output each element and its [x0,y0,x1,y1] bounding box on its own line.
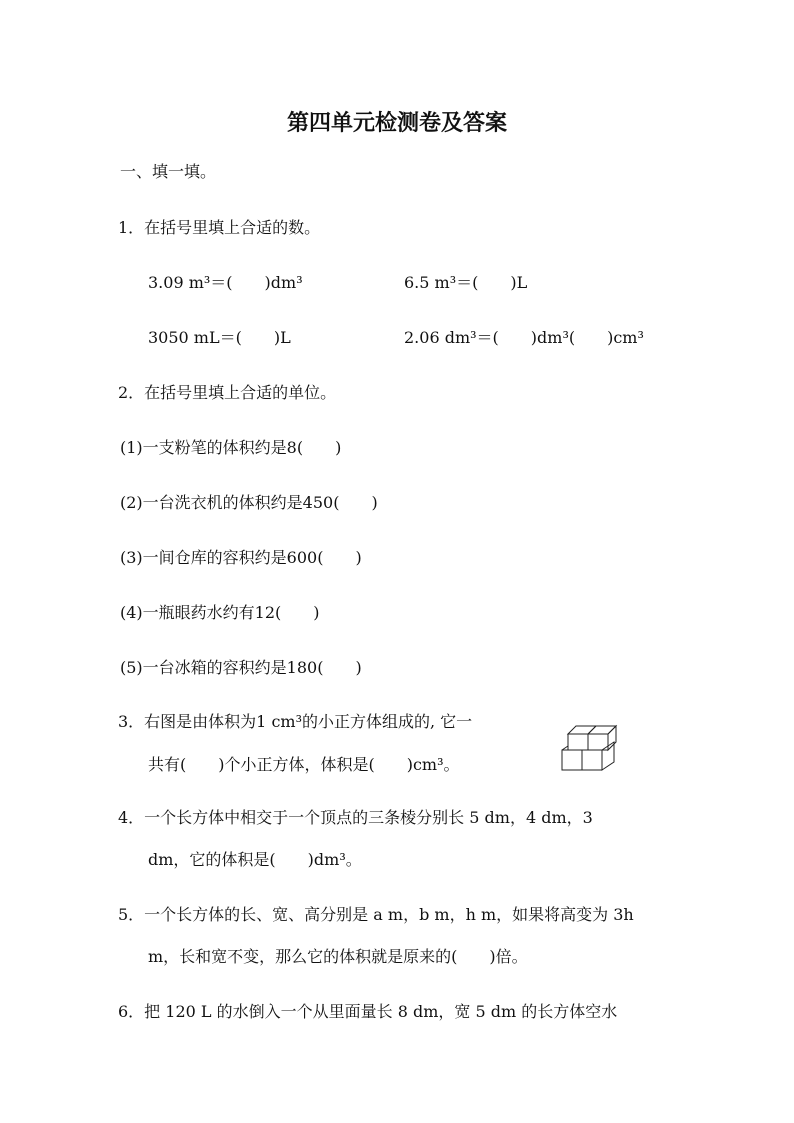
question-4-line-2: dm，它的体积是( )dm³。 [148,850,362,869]
q1-item-c: 3050 mL＝( )L [148,328,291,347]
question-3-line-2: 共有( )个小正方体，体积是( )cm³。 [148,755,460,774]
question-6-line-1: 6．把 120 L 的水倒入一个从里面量长 8 dm，宽 5 dm 的长方体空水 [118,1002,618,1021]
q1-item-d: 2.06 dm³＝( )dm³( )cm³ [404,328,644,347]
page-title: 第四单元检测卷及答案 [286,111,507,136]
question-5-line-2: m，长和宽不变，那么它的体积就是原来的( )倍。 [148,947,528,966]
q2-item: (5)一台冰箱的容积约是180( ) [120,658,362,677]
q2-item: (3)一间仓库的容积约是600( ) [120,548,362,567]
q1-item-a: 3.09 m³＝( )dm³ [148,273,303,292]
question-5-line-1: 5．一个长方体的长、宽、高分别是 a m，b m，h m，如果将高变为 3h [118,905,634,924]
question-4-line-1: 4．一个长方体中相交于一个顶点的三条棱分别长 5 dm，4 dm，3 [118,808,593,827]
q2-item: (1)一支粉笔的体积约是8( ) [120,438,342,457]
q2-item: (2)一台洗衣机的体积约是450( ) [120,493,378,512]
q1-item-b: 6.5 m³＝( )L [404,273,528,292]
cube-figure [560,718,620,774]
question-2: 2．在括号里填上合适的单位。 [118,383,337,402]
section-heading: 一、填一填。 [120,162,217,181]
question-3-line-1: 3．右图是由体积为1 cm³的小正方体组成的, 它一 [118,712,473,731]
q2-item: (4)一瓶眼药水约有12( ) [120,603,320,622]
question-1: 1．在括号里填上合适的数。 [118,218,321,237]
